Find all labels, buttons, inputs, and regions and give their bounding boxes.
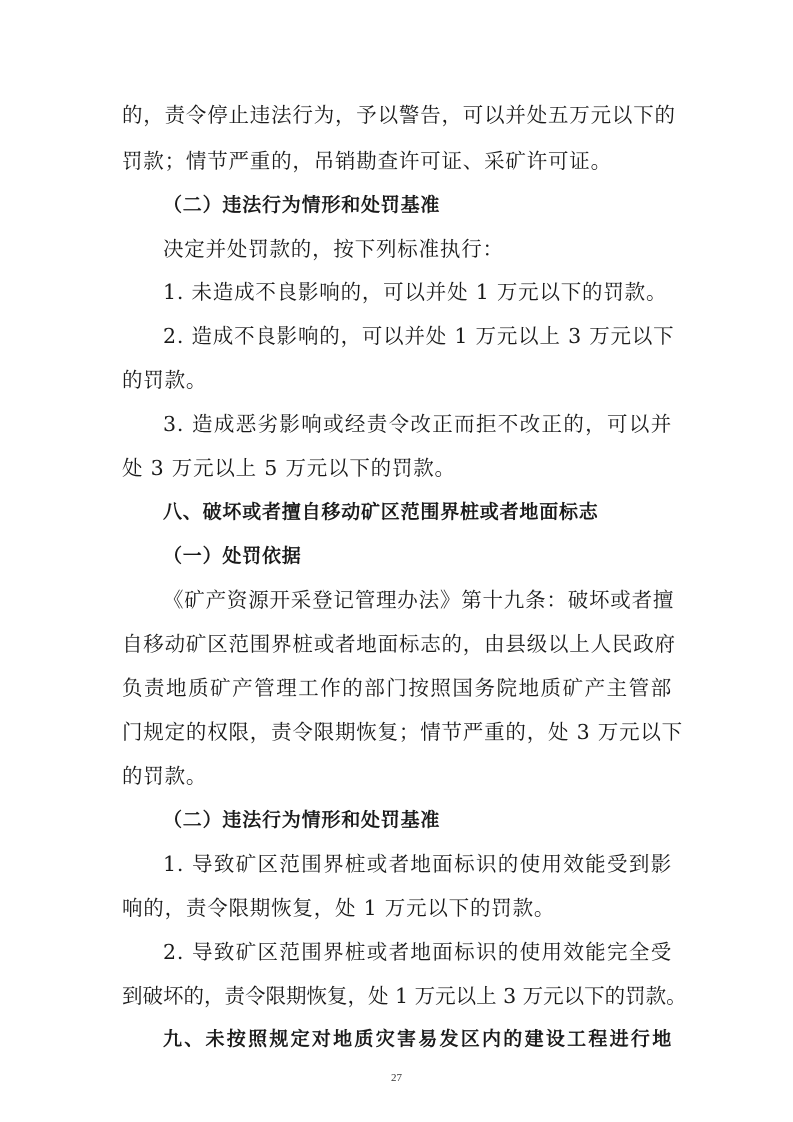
text-line: 负责地质矿产管理工作的部门按照国务院地质矿产主管部: [122, 676, 672, 700]
text-line: 2. 导致矿区范围界桩或者地面标识的使用效能完全受: [163, 940, 672, 964]
page-number: 27: [391, 1072, 402, 1084]
text-line: 1. 未造成不良影响的，可以并处 1 万元以下的罚款。: [163, 280, 668, 304]
section-heading: 九、未按照规定对地质灾害易发区内的建设工程进行地: [163, 1028, 672, 1050]
text-line: 自移动矿区范围界桩或者地面标志的，由县级以上人民政府: [122, 632, 676, 656]
text-line: 处 3 万元以上 5 万元以下的罚款。: [122, 456, 456, 480]
text-line: 响的，责令限期恢复，处 1 万元以下的罚款。: [122, 896, 556, 920]
text-line: 的罚款。: [122, 764, 208, 788]
section-subheading: （二）违法行为情形和处罚基准: [163, 194, 441, 216]
text-line: 罚款；情节严重的，吊销勘查许可证、采矿许可证。: [122, 149, 612, 173]
text-line: 1. 导致矿区范围界桩或者地面标识的使用效能受到影: [163, 852, 672, 876]
text-line: 2. 造成不良影响的，可以并处 1 万元以上 3 万元以下: [163, 324, 675, 348]
section-subheading: （二）违法行为情形和处罚基准: [163, 809, 441, 831]
text-line: 3. 造成恶劣影响或经责令改正而拒不改正的，可以并: [163, 412, 672, 436]
text-line: 的罚款。: [122, 368, 208, 392]
section-subheading: （一）处罚依据: [163, 545, 302, 567]
text-line: 《矿产资源开采登记管理办法》第十九条：破坏或者擅: [163, 588, 675, 612]
text-line: 决定并处罚款的，按下列标准执行：: [163, 237, 504, 261]
text-line: 门规定的权限，责令限期恢复；情节严重的，处 3 万元以下: [122, 720, 683, 744]
text-line: 到破坏的，责令限期恢复，处 1 万元以上 3 万元以下的罚款。: [122, 984, 687, 1008]
section-heading: 八、破坏或者擅自移动矿区范围界桩或者地面标志: [163, 501, 599, 523]
text-line: 的，责令停止违法行为，予以警告，可以并处五万元以下的: [122, 103, 676, 127]
